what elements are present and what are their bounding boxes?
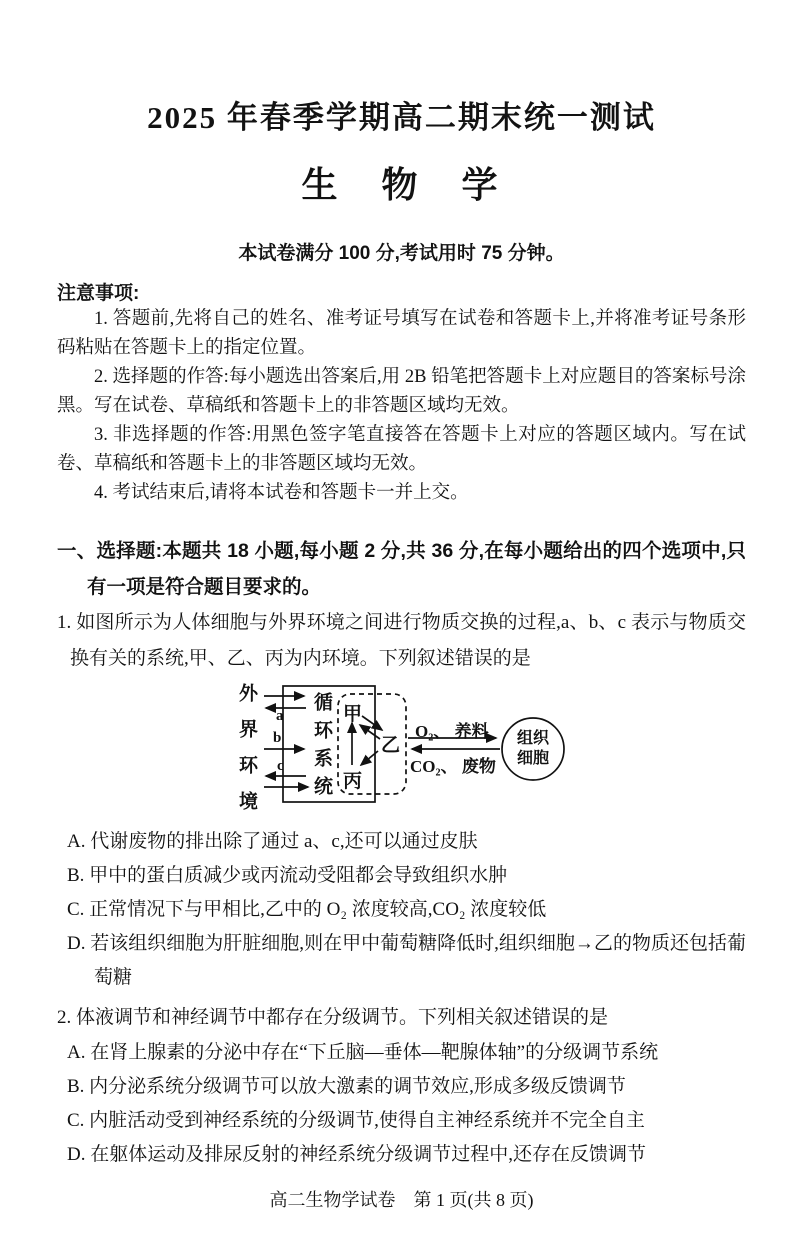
question-1	[57, 605, 746, 995]
notice-item-3: 3. 非选择题的作答:用黑色签字笔直接答在答题卡上对应的答题区域内。写在试卷、草稿纸和答题卡上的非答题区域均无效。	[57, 425, 746, 474]
question-2-option-d: D. 在躯体运动及排尿反射的神经系统分级调节过程中,还存在反馈调节	[67, 1144, 646, 1165]
material-exchange-diagram	[230, 681, 574, 827]
question-2-option-a: A. 在肾上腺素的分泌中存在“下丘脑—垂体—靶腺体轴”的分级调节系统	[67, 1042, 659, 1063]
question-1-option-a: A. 代谢废物的排出除了通过 a、c,还可以通过皮肤	[67, 831, 478, 852]
node-yi-label: 乙	[381, 735, 401, 756]
circulatory-system-label: 循环系统	[311, 692, 332, 804]
question-2-stem: 2. 体液调节和神经调节中都存在分级调节。下列相关叙述错误的是	[57, 1007, 609, 1028]
question-1-stem: 1. 如图所示为人体细胞与外界环境之间进行物质交换的过程,a、b、c 表示与物质交换有关的系统,甲、乙、丙为内环境。下列叙述错误的是	[57, 612, 746, 669]
section-heading: 一、选择题:本题共 18 小题,每小题 2 分,共 36 分,在每小题给出的四个选项中,只有一项是符合题目要求的。	[57, 540, 746, 598]
notice-item-2: 2. 选择题的作答:每小题选出答案后,用 2B 铅笔把答题卡上对应题目的答案标号涂黑。写在试卷、草稿纸和答题卡上的非答题区域均无效。	[57, 367, 746, 416]
question-1-options	[67, 825, 746, 995]
notice-heading: 注意事项:	[57, 283, 140, 304]
notice-item-1: 1. 答题前,先将自己的姓名、准考证号填写在试卷和答题卡上,并将准考证号条形码粘贴在答题卡上的指定位置。	[57, 309, 746, 358]
question-2-option-b: B. 内分泌系统分级调节可以放大激素的调节效应,形成多级反馈调节	[67, 1076, 626, 1097]
arrow-b-label: b	[273, 730, 282, 746]
page-footer: 高二生物学试卷 第 1 页(共 8 页)	[269, 1190, 534, 1210]
exam-info: 本试卷满分 100 分,考试用时 75 分钟。	[238, 243, 565, 264]
o2-nutrients-label: O₂、 养料	[415, 722, 489, 741]
arrow-c-label: c	[277, 758, 284, 774]
co2-waste-label: CO₂、 废物	[410, 757, 496, 776]
tissue-cell-label: 组织细胞	[516, 730, 549, 767]
node-jia-label: 甲	[343, 704, 363, 725]
question-1-option-c: C. 正常情况下与甲相比,乙中的 O₂ 浓度较高,CO₂ 浓度较低	[67, 899, 547, 920]
question-1-option-d: D. 若该组织细胞为肝脏细胞,则在甲中葡萄糖降低时,组织细胞→乙的物质还包括葡萄糖	[67, 933, 746, 988]
external-environment-label: 外界环境	[236, 683, 257, 827]
subject-title: 生 物 学	[301, 164, 502, 205]
page-title: 2025 年春季学期高二期末统一测试	[147, 100, 656, 135]
question-2-options	[67, 1036, 746, 1172]
question-2	[57, 1000, 746, 1172]
arrow-a-label: a	[276, 708, 284, 724]
question-2-option-c: C. 内脏活动受到神经系统的分级调节,使得自主神经系统并不完全自主	[67, 1110, 645, 1131]
question-1-option-b: B. 甲中的蛋白质减少或丙流动受阻都会导致组织水肿	[67, 865, 508, 886]
node-bing-label: 丙	[343, 771, 363, 792]
exam-paper-page	[0, 92, 800, 1249]
notice-item-4: 4. 考试结束后,请将本试卷和答题卡一并上交。	[94, 483, 469, 503]
